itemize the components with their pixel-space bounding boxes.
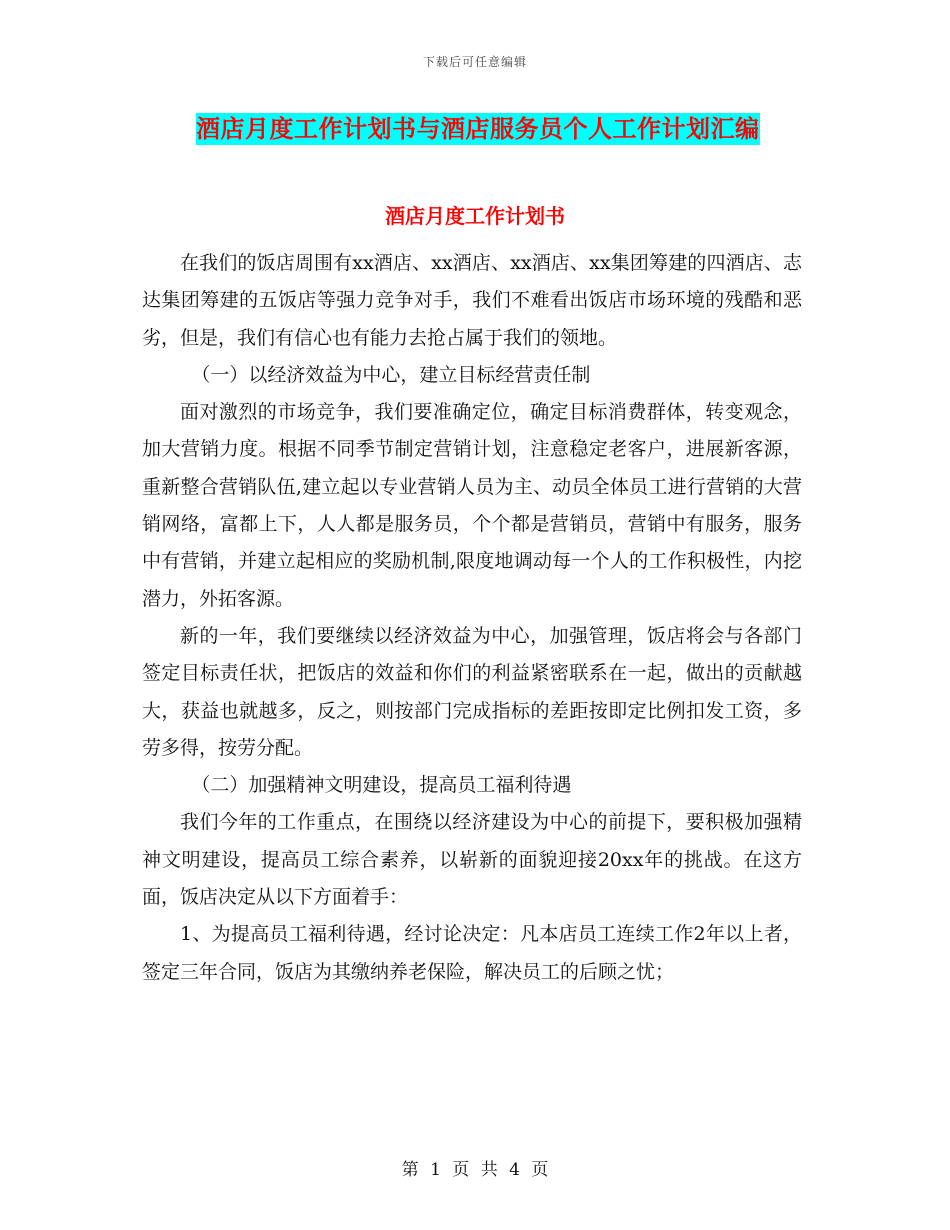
subheading-one: （一）以经济效益为中心，建立目标经营责任制 (191, 363, 591, 386)
main-title-highlight (196, 113, 760, 145)
paragraph-new-year: 新的一年，我们要继续以经济效益为中心，加强管理，饭店将会与各部门签定目标责任状，把饭店的效益和你们的利益紧密联系在一起，做出的贡献越大，获益也就越多，反之，则按部门完成指标的差距按即定比例扣发工资，多劳多得，按劳分配。 (142, 624, 802, 759)
section-title: 酒店月度工作计划书 (385, 204, 565, 228)
page-header-note: 下载后可任意编辑 (422, 55, 527, 69)
paragraph-focus: 我们今年的工作重点，在围绕以经济建设为中心的前提下，要积极加强精神文明建设，提高员工综合素养，以崭新的面貌迎接20xx年的挑战。在这方面，饭店决定从以下方面着手： (142, 811, 802, 909)
subheading-two: （二）加强精神文明建设，提高员工福利待遇 (191, 774, 572, 797)
paragraph-marketing: 面对激烈的市场竞争，我们要准确定位，确定目标消费群体，转变观念，加大营销力度。根据不同季节制定营销计划，注意稳定老客户，进展新客源，重新整合营销队伍,建立起以专业营销人员为主、动员全体员工进行营销的大营销网络，富都上下，人人都是服务员，个个都是营销员，营销中有服务，服务中有营销，并建立起相应的奖励机制,限度地调动每一个人的工作积极性，内挖潜力，外拓客源。 (142, 401, 802, 610)
main-title: 酒店月度工作计划书与酒店服务员个人工作计划汇编 (196, 114, 760, 143)
page-footer: 第 1 页 共 4 页 (401, 1160, 549, 1180)
paragraph-welfare: 1、为提高员工福利待遇，经讨论决定：凡本店员工连续工作2年以上者，签定三年合同，饭店为其缴纳养老保险，解决员工的后顾之忧； (142, 923, 802, 983)
paragraph-intro: 在我们的饭店周围有xx酒店、xx酒店、xx酒店、xx集团筹建的四酒店、志达集团筹建的五饭店等强力竞争对手，我们不难看出饭店市场环境的残酷和恶劣，但是，我们有信心也有能力去抢占属于我们的领地。 (142, 252, 802, 349)
document-body (142, 245, 802, 991)
